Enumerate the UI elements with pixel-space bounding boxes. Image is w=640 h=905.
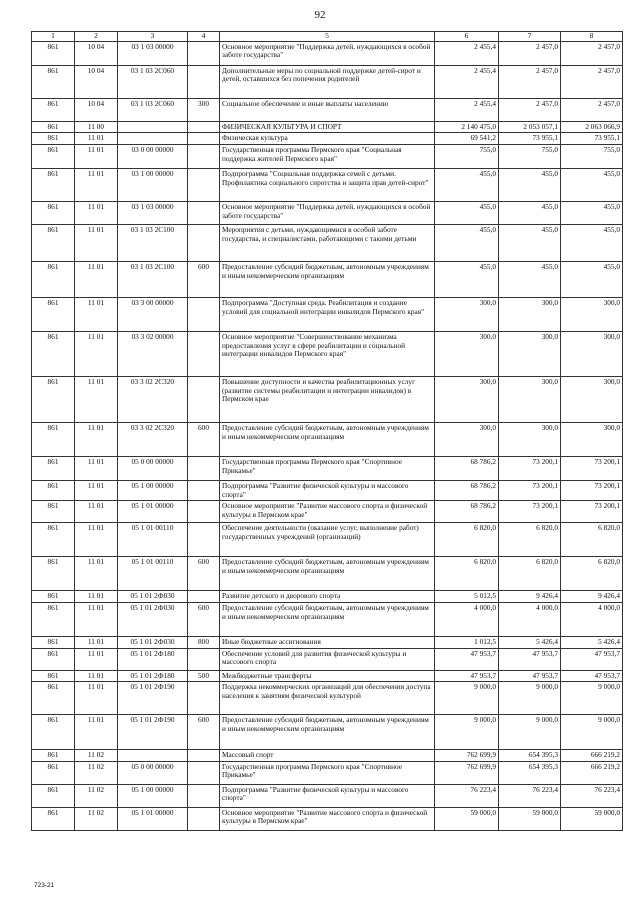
- cell-target-article: 05 1 01 00000: [118, 807, 188, 830]
- cell-expense-type: [188, 501, 220, 523]
- cell-section-code: 11 01: [75, 501, 118, 523]
- cell-expense-type: 600: [188, 423, 220, 457]
- cell-amount-year-2: 455,0: [499, 169, 561, 202]
- cell-description: Иные бюджетные ассигнования: [220, 636, 435, 648]
- cell-amount-year-1: 455,0: [435, 225, 499, 262]
- cell-expense-type: 300: [188, 98, 220, 121]
- table-row: [32, 784, 623, 807]
- cell-amount-year-3: 76 223,4: [561, 784, 623, 807]
- table-row: [32, 225, 623, 262]
- cell-ministry-code: 861: [32, 121, 75, 133]
- cell-amount-year-3: 6 820,0: [561, 523, 623, 557]
- cell-ministry-code: 861: [32, 670, 75, 682]
- cell-amount-year-1: 47 953,7: [435, 670, 499, 682]
- cell-section-code: 11 01: [75, 682, 118, 715]
- cell-expense-type: 600: [188, 602, 220, 636]
- table-row: [32, 202, 623, 225]
- cell-amount-year-3: 755,0: [561, 145, 623, 169]
- table-row: [32, 557, 623, 591]
- cell-target-article: 05 1 01 2Ф030: [118, 636, 188, 648]
- cell-ministry-code: 861: [32, 761, 75, 784]
- cell-amount-year-2: 4 000,0: [499, 602, 561, 636]
- cell-target-article: 05 1 00 00000: [118, 784, 188, 807]
- cell-amount-year-2: 6 820,0: [499, 523, 561, 557]
- cell-ministry-code: 861: [32, 423, 75, 457]
- cell-target-article: 05 1 01 2Ф030: [118, 602, 188, 636]
- cell-amount-year-3: 300,0: [561, 377, 623, 423]
- table-row: [32, 262, 623, 298]
- cell-expense-type: [188, 750, 220, 762]
- cell-ministry-code: 861: [32, 557, 75, 591]
- cell-section-code: 10 04: [75, 98, 118, 121]
- cell-amount-year-1: 59 000,0: [435, 807, 499, 830]
- cell-description: Межбюджетные трансферты: [220, 670, 435, 682]
- cell-amount-year-2: 2 053 057,1: [499, 121, 561, 133]
- cell-amount-year-2: 2 457,0: [499, 98, 561, 121]
- cell-amount-year-3: 300,0: [561, 298, 623, 332]
- cell-target-article: 03 0 00 00000: [118, 145, 188, 169]
- cell-amount-year-2: 47 953,7: [499, 648, 561, 670]
- cell-description: Подпрограмма "Социальная поддержка семей с детьми. Профилактика социального сиротства и защита прав детей-сирот": [220, 169, 435, 202]
- cell-amount-year-1: 1 012,5: [435, 636, 499, 648]
- cell-target-article: 03 1 03 2С060: [118, 65, 188, 98]
- cell-amount-year-1: 455,0: [435, 169, 499, 202]
- cell-ministry-code: 861: [32, 523, 75, 557]
- cell-amount-year-1: 6 820,0: [435, 523, 499, 557]
- cell-target-article: 03 3 02 2С320: [118, 377, 188, 423]
- cell-expense-type: [188, 761, 220, 784]
- cell-description: Дополнительные меры по социальной поддержке детей-сирот и детей, оставшихся без попечения родителей: [220, 65, 435, 98]
- cell-section-code: 11 01: [75, 648, 118, 670]
- cell-target-article: [118, 750, 188, 762]
- cell-target-article: 03 1 03 00000: [118, 202, 188, 225]
- cell-section-code: 11 01: [75, 262, 118, 298]
- cell-amount-year-3: 300,0: [561, 332, 623, 377]
- cell-description: Предоставление субсидий бюджетным, автономным учреждениям и иным некоммерческим организациям: [220, 715, 435, 750]
- cell-amount-year-2: 73 200,1: [499, 501, 561, 523]
- cell-description: Социальное обеспечение и иные выплаты населению: [220, 98, 435, 121]
- table-row: [32, 761, 623, 784]
- cell-target-article: [118, 121, 188, 133]
- cell-amount-year-1: 47 953,7: [435, 648, 499, 670]
- cell-ministry-code: 861: [32, 133, 75, 145]
- cell-amount-year-2: 2 457,0: [499, 41, 561, 65]
- cell-description: Повышение доступности и качества реабилитационных услуг (развитие системы реабилитации и интеграции инвалидов) в Пермском крае: [220, 377, 435, 423]
- table-row: [32, 423, 623, 457]
- cell-ministry-code: 861: [32, 98, 75, 121]
- cell-section-code: 11 01: [75, 523, 118, 557]
- cell-target-article: [118, 133, 188, 145]
- cell-amount-year-3: 455,0: [561, 169, 623, 202]
- cell-amount-year-1: 300,0: [435, 423, 499, 457]
- cell-expense-type: 600: [188, 557, 220, 591]
- cell-amount-year-2: 2 457,0: [499, 65, 561, 98]
- cell-expense-type: [188, 298, 220, 332]
- cell-description: Поддержка некоммерческих организаций для обеспечения доступа населения к занятиям физической культурой: [220, 682, 435, 715]
- cell-description: ФИЗИЧЕСКАЯ КУЛЬТУРА И СПОРТ: [220, 121, 435, 133]
- table-row: [32, 682, 623, 715]
- cell-description: Основное мероприятие "Поддержка детей, нуждающихся в особой заботе государства": [220, 41, 435, 65]
- table-row: [32, 298, 623, 332]
- cell-expense-type: 500: [188, 670, 220, 682]
- cell-amount-year-3: 73 200,1: [561, 481, 623, 501]
- table-row: [32, 481, 623, 501]
- cell-amount-year-2: 9 000,0: [499, 682, 561, 715]
- cell-expense-type: [188, 145, 220, 169]
- column-header: 7: [499, 32, 561, 42]
- cell-description: Основное мероприятие "Развитие массового спорта и физической культуры в Пермском крае": [220, 807, 435, 830]
- table-row: [32, 121, 623, 133]
- cell-target-article: 03 1 03 00000: [118, 41, 188, 65]
- cell-amount-year-3: 9 000,0: [561, 715, 623, 750]
- cell-description: Предоставление субсидий бюджетным, автономным учреждениям и иным некоммерческим организациям: [220, 262, 435, 298]
- cell-target-article: 05 1 01 2Ф190: [118, 682, 188, 715]
- cell-section-code: 11 01: [75, 457, 118, 481]
- table-row: [32, 750, 623, 762]
- table-row: [32, 133, 623, 145]
- cell-description: Обеспечение деятельности (оказание услуг, выполнение работ) государственных учреждений (организаций): [220, 523, 435, 557]
- cell-expense-type: [188, 377, 220, 423]
- cell-amount-year-1: 2 455,4: [435, 41, 499, 65]
- cell-description: Государственная программа Пермского края "Социальная поддержка жителей Пермского края": [220, 145, 435, 169]
- cell-amount-year-3: 73 200,1: [561, 501, 623, 523]
- cell-amount-year-3: 73 200,1: [561, 457, 623, 481]
- cell-amount-year-2: 73 200,1: [499, 481, 561, 501]
- cell-ministry-code: 861: [32, 202, 75, 225]
- cell-amount-year-1: 4 000,0: [435, 602, 499, 636]
- cell-target-article: 05 1 01 2Ф030: [118, 591, 188, 603]
- cell-ministry-code: 861: [32, 784, 75, 807]
- cell-ministry-code: 861: [32, 501, 75, 523]
- cell-description: Предоставление субсидий бюджетным, автономным учреждениям и иным некоммерческим организациям: [220, 423, 435, 457]
- cell-section-code: 11 02: [75, 784, 118, 807]
- cell-amount-year-1: 68 786,2: [435, 501, 499, 523]
- cell-amount-year-1: 755,0: [435, 145, 499, 169]
- cell-target-article: 05 0 00 00000: [118, 457, 188, 481]
- cell-expense-type: [188, 807, 220, 830]
- cell-target-article: 05 1 00 00000: [118, 481, 188, 501]
- column-header: 6: [435, 32, 499, 42]
- cell-ministry-code: 861: [32, 636, 75, 648]
- cell-expense-type: [188, 648, 220, 670]
- cell-ministry-code: 861: [32, 715, 75, 750]
- cell-amount-year-2: 654 395,3: [499, 761, 561, 784]
- cell-amount-year-2: 300,0: [499, 332, 561, 377]
- cell-amount-year-1: 300,0: [435, 377, 499, 423]
- cell-section-code: 11 01: [75, 133, 118, 145]
- cell-target-article: 03 1 03 2С100: [118, 262, 188, 298]
- cell-amount-year-1: 2 455,4: [435, 98, 499, 121]
- cell-amount-year-3: 9 000,0: [561, 682, 623, 715]
- cell-target-article: 05 1 01 00000: [118, 501, 188, 523]
- cell-amount-year-2: 455,0: [499, 202, 561, 225]
- cell-ministry-code: 861: [32, 145, 75, 169]
- cell-expense-type: [188, 202, 220, 225]
- cell-section-code: 11 01: [75, 202, 118, 225]
- cell-description: Основное мероприятие "Развитие массового спорта и физической культуры в Пермском крае": [220, 501, 435, 523]
- cell-description: Подпрограмма "Развитие физической культуры и массового спорта": [220, 481, 435, 501]
- table-row: [32, 332, 623, 377]
- cell-amount-year-3: 2 457,0: [561, 98, 623, 121]
- cell-ministry-code: 861: [32, 41, 75, 65]
- cell-target-article: 05 1 01 2Ф180: [118, 670, 188, 682]
- cell-amount-year-1: 762 699,9: [435, 761, 499, 784]
- cell-target-article: 05 1 01 2Ф180: [118, 648, 188, 670]
- cell-section-code: 10 04: [75, 65, 118, 98]
- cell-amount-year-2: 73 200,1: [499, 457, 561, 481]
- cell-amount-year-1: 9 000,0: [435, 682, 499, 715]
- cell-section-code: 10 04: [75, 41, 118, 65]
- cell-description: Физическая культура: [220, 133, 435, 145]
- cell-amount-year-3: 666 219,2: [561, 761, 623, 784]
- column-header: 3: [118, 32, 188, 42]
- table-header-row: [32, 32, 623, 42]
- cell-expense-type: [188, 457, 220, 481]
- cell-ministry-code: 861: [32, 457, 75, 481]
- cell-ministry-code: 861: [32, 298, 75, 332]
- table-row: [32, 65, 623, 98]
- cell-section-code: 11 01: [75, 225, 118, 262]
- cell-section-code: 11 01: [75, 602, 118, 636]
- cell-description: Государственная программа Пермского края "Спортивное Прикамье": [220, 457, 435, 481]
- cell-amount-year-2: 6 820,0: [499, 557, 561, 591]
- cell-section-code: 11 01: [75, 423, 118, 457]
- cell-amount-year-3: 300,0: [561, 423, 623, 457]
- cell-amount-year-3: 9 426,4: [561, 591, 623, 603]
- cell-amount-year-3: 73 955,1: [561, 133, 623, 145]
- cell-section-code: 11 01: [75, 591, 118, 603]
- cell-amount-year-3: 666 219,2: [561, 750, 623, 762]
- cell-ministry-code: 861: [32, 169, 75, 202]
- cell-section-code: 11 01: [75, 557, 118, 591]
- cell-target-article: 05 1 01 00110: [118, 523, 188, 557]
- cell-description: Подпрограмма "Развитие физической культуры и массового спорта": [220, 784, 435, 807]
- cell-amount-year-2: 755,0: [499, 145, 561, 169]
- cell-amount-year-2: 59 000,0: [499, 807, 561, 830]
- cell-expense-type: [188, 523, 220, 557]
- cell-ministry-code: 861: [32, 602, 75, 636]
- cell-amount-year-1: 9 000,0: [435, 715, 499, 750]
- column-header: 4: [188, 32, 220, 42]
- cell-target-article: 03 3 02 2С320: [118, 423, 188, 457]
- cell-section-code: 11 01: [75, 481, 118, 501]
- cell-amount-year-1: 2 140 475,0: [435, 121, 499, 133]
- cell-amount-year-1: 300,0: [435, 298, 499, 332]
- cell-amount-year-3: 2 457,0: [561, 65, 623, 98]
- cell-ministry-code: 861: [32, 750, 75, 762]
- column-header: 1: [32, 32, 75, 42]
- table-row: [32, 523, 623, 557]
- cell-ministry-code: 861: [32, 332, 75, 377]
- cell-expense-type: [188, 225, 220, 262]
- cell-description: Обеспечение условий для развития физической культуры и массового спорта: [220, 648, 435, 670]
- cell-amount-year-1: 5 012,5: [435, 591, 499, 603]
- cell-amount-year-1: 300,0: [435, 332, 499, 377]
- cell-ministry-code: 861: [32, 225, 75, 262]
- cell-amount-year-3: 455,0: [561, 225, 623, 262]
- cell-target-article: 03 1 00 00000: [118, 169, 188, 202]
- cell-expense-type: [188, 591, 220, 603]
- cell-amount-year-3: 455,0: [561, 202, 623, 225]
- cell-amount-year-3: 59 000,0: [561, 807, 623, 830]
- cell-section-code: 11 02: [75, 807, 118, 830]
- table-body: [32, 32, 623, 831]
- cell-expense-type: [188, 65, 220, 98]
- table-row: [32, 457, 623, 481]
- table-row: [32, 145, 623, 169]
- cell-description: Подпрограмма "Доступная среда. Реабилитация и создание условий для социальной интеграции инвалидов Пермского края": [220, 298, 435, 332]
- cell-amount-year-3: 6 820,0: [561, 557, 623, 591]
- table-row: [32, 715, 623, 750]
- cell-amount-year-2: 5 426,4: [499, 636, 561, 648]
- table-row: [32, 670, 623, 682]
- table-row: [32, 648, 623, 670]
- cell-amount-year-3: 2 063 066,9: [561, 121, 623, 133]
- cell-expense-type: 800: [188, 636, 220, 648]
- cell-amount-year-1: 2 455,4: [435, 65, 499, 98]
- cell-amount-year-2: 654 395,3: [499, 750, 561, 762]
- table-row: [32, 602, 623, 636]
- cell-description: Основное мероприятие "Совершенствование механизма предоставления услуг в сфере реабилитации и социальной интеграции инвалидов Пермского края": [220, 332, 435, 377]
- cell-expense-type: [188, 169, 220, 202]
- cell-section-code: 11 01: [75, 670, 118, 682]
- cell-amount-year-2: 9 426,4: [499, 591, 561, 603]
- cell-amount-year-1: 68 786,2: [435, 481, 499, 501]
- cell-amount-year-1: 76 223,4: [435, 784, 499, 807]
- cell-description: Массовый спорт: [220, 750, 435, 762]
- cell-ministry-code: 861: [32, 648, 75, 670]
- cell-target-article: 03 1 03 2С060: [118, 98, 188, 121]
- cell-target-article: 03 3 00 00000: [118, 298, 188, 332]
- cell-amount-year-3: 4 000,0: [561, 602, 623, 636]
- cell-amount-year-2: 300,0: [499, 298, 561, 332]
- cell-amount-year-1: 455,0: [435, 262, 499, 298]
- cell-target-article: 05 0 00 00000: [118, 761, 188, 784]
- cell-expense-type: [188, 481, 220, 501]
- footer-code: 723-21: [34, 882, 55, 889]
- cell-amount-year-2: 455,0: [499, 262, 561, 298]
- cell-expense-type: 600: [188, 262, 220, 298]
- budget-table: [31, 31, 623, 831]
- table-row: [32, 501, 623, 523]
- table-row: [32, 636, 623, 648]
- cell-amount-year-1: 68 786,2: [435, 457, 499, 481]
- cell-section-code: 11 01: [75, 715, 118, 750]
- cell-section-code: 11 01: [75, 636, 118, 648]
- cell-amount-year-2: 76 223,4: [499, 784, 561, 807]
- cell-description: Мероприятия с детьми, нуждающимися в особой заботе государства, и специалистами, работающими с такими детьми: [220, 225, 435, 262]
- cell-amount-year-1: 6 820,0: [435, 557, 499, 591]
- cell-expense-type: 600: [188, 715, 220, 750]
- cell-expense-type: [188, 332, 220, 377]
- cell-ministry-code: 861: [32, 262, 75, 298]
- cell-amount-year-2: 300,0: [499, 423, 561, 457]
- cell-expense-type: [188, 784, 220, 807]
- cell-section-code: 11 01: [75, 332, 118, 377]
- cell-amount-year-3: 2 457,0: [561, 41, 623, 65]
- cell-section-code: 11 00: [75, 121, 118, 133]
- cell-amount-year-3: 455,0: [561, 262, 623, 298]
- cell-amount-year-2: 73 955,1: [499, 133, 561, 145]
- table-row: [32, 807, 623, 830]
- column-header: 8: [561, 32, 623, 42]
- cell-amount-year-3: 47 953,7: [561, 670, 623, 682]
- cell-section-code: 11 01: [75, 145, 118, 169]
- column-header: 2: [75, 32, 118, 42]
- table-row: [32, 377, 623, 423]
- cell-amount-year-3: 5 426,4: [561, 636, 623, 648]
- cell-expense-type: [188, 41, 220, 65]
- cell-section-code: 11 02: [75, 750, 118, 762]
- cell-ministry-code: 861: [32, 591, 75, 603]
- cell-expense-type: [188, 133, 220, 145]
- cell-amount-year-3: 47 953,7: [561, 648, 623, 670]
- cell-amount-year-1: 455,0: [435, 202, 499, 225]
- cell-ministry-code: 861: [32, 807, 75, 830]
- cell-ministry-code: 861: [32, 481, 75, 501]
- cell-description: Предоставление субсидий бюджетным, автономным учреждениям и иным некоммерческим организациям: [220, 602, 435, 636]
- page-number: 92: [314, 9, 326, 21]
- cell-description: Развитие детского и дворового спорта: [220, 591, 435, 603]
- cell-ministry-code: 861: [32, 65, 75, 98]
- column-header: 5: [220, 32, 435, 42]
- cell-amount-year-1: 762 699,9: [435, 750, 499, 762]
- cell-amount-year-2: 300,0: [499, 377, 561, 423]
- table-row: [32, 169, 623, 202]
- cell-amount-year-2: 455,0: [499, 225, 561, 262]
- cell-amount-year-2: 9 000,0: [499, 715, 561, 750]
- cell-ministry-code: 861: [32, 377, 75, 423]
- cell-description: Государственная программа Пермского края "Спортивное Прикамье": [220, 761, 435, 784]
- cell-description: Предоставление субсидий бюджетным, автономным учреждениям и иным некоммерческим организациям: [220, 557, 435, 591]
- table-row: [32, 41, 623, 65]
- cell-ministry-code: 861: [32, 682, 75, 715]
- cell-section-code: 11 01: [75, 169, 118, 202]
- cell-target-article: 03 1 03 2С100: [118, 225, 188, 262]
- cell-expense-type: [188, 121, 220, 133]
- table-row: [32, 591, 623, 603]
- cell-section-code: 11 02: [75, 761, 118, 784]
- cell-amount-year-1: 69 541,2: [435, 133, 499, 145]
- cell-target-article: 03 3 02 00000: [118, 332, 188, 377]
- cell-description: Основное мероприятие "Поддержка детей, нуждающихся в особой заботе государства": [220, 202, 435, 225]
- cell-target-article: 05 1 01 2Ф190: [118, 715, 188, 750]
- cell-amount-year-2: 47 953,7: [499, 670, 561, 682]
- cell-target-article: 05 1 01 00110: [118, 557, 188, 591]
- cell-section-code: 11 01: [75, 377, 118, 423]
- cell-section-code: 11 01: [75, 298, 118, 332]
- cell-expense-type: [188, 682, 220, 715]
- table-row: [32, 98, 623, 121]
